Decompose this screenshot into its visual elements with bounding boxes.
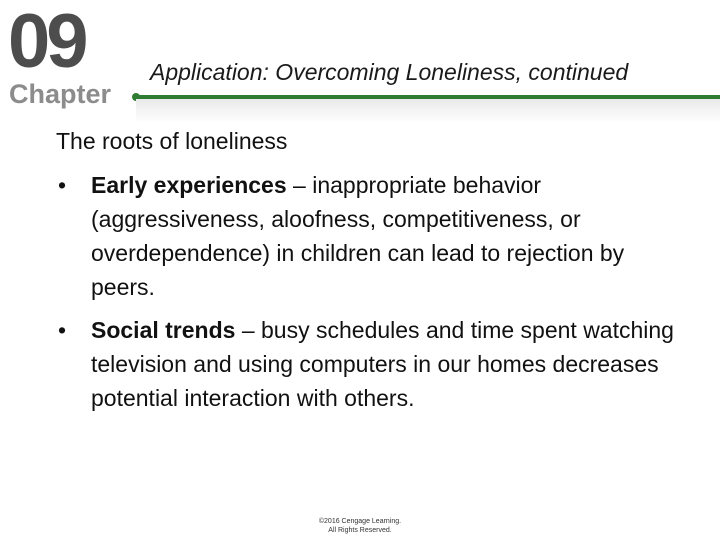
slide-title: Application: Overcoming Loneliness, continued	[150, 59, 629, 85]
copyright-footer	[260, 517, 460, 535]
bullet-text: – busy schedules and time spent watching television and using computers in our homes decreases potential interaction with others.	[91, 317, 674, 411]
chapter-number: 09	[8, 0, 85, 84]
section-heading: The roots of loneliness	[56, 128, 288, 154]
bullet-icon: •	[58, 172, 67, 198]
bullet-term: Social trends	[91, 317, 236, 343]
bullet-term: Early experiences	[91, 172, 287, 198]
bullet-text: – inappropriate behavior (aggressiveness, aloofness, competitiveness, or overdependence) in children can lead to rejection by peers.	[91, 172, 625, 300]
copyright-line: ©2016 Cengage Learning.	[318, 518, 402, 525]
bullet-item-early-experiences	[58, 168, 678, 304]
bullet-list	[58, 168, 678, 424]
chapter-label: Chapter	[9, 79, 112, 109]
bullet-icon: •	[58, 317, 67, 343]
bullet-item-social-trends	[58, 313, 678, 415]
header-rule-shadow	[136, 99, 720, 123]
rights-line: All Rights Reserved.	[328, 527, 392, 534]
